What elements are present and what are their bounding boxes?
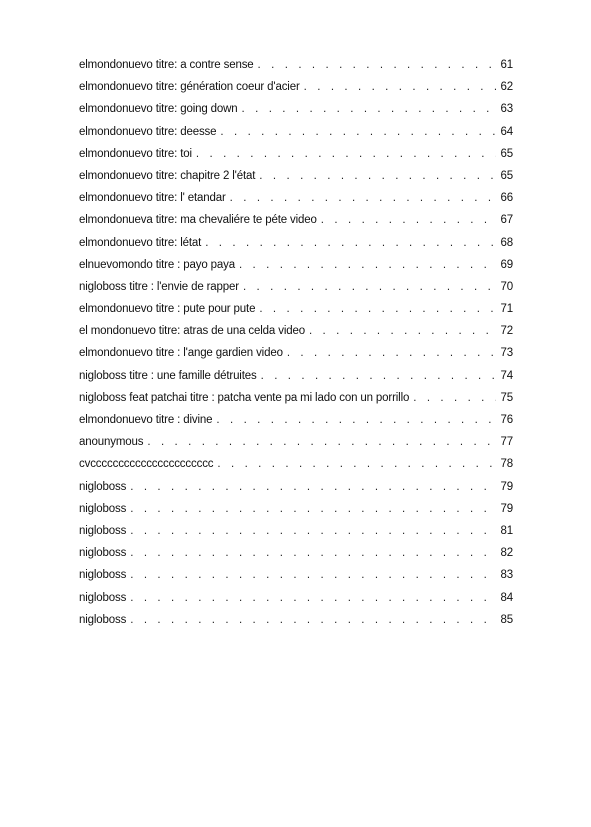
- toc-entry[interactable]: [79, 520, 513, 542]
- toc-entry-title: elmondonuevo titre: deesse: [79, 125, 217, 138]
- toc-entry-title: nigloboss feat patchai titre : patcha vente pa mi lado con un porrillo: [79, 391, 410, 404]
- toc-entry-title: elmondonuevo titre: létat: [79, 236, 202, 249]
- toc-entry-title: nigloboss: [79, 547, 127, 560]
- toc-entry[interactable]: [79, 76, 513, 98]
- toc-entry[interactable]: [79, 587, 513, 609]
- toc-entry-page: 66: [500, 192, 513, 205]
- toc-entry[interactable]: [79, 365, 513, 387]
- toc-entry-page: 73: [500, 347, 513, 360]
- toc-entry-page: 70: [500, 280, 513, 293]
- toc-entry[interactable]: [79, 476, 513, 498]
- toc-entry-page: 84: [500, 591, 513, 604]
- toc-entry[interactable]: [79, 98, 513, 120]
- dot-leader: [130, 564, 496, 586]
- toc-entry-title: el mondonuevo titre: atras de una celda video: [79, 325, 305, 338]
- toc-entry[interactable]: [79, 276, 513, 298]
- toc-entry-page: 68: [500, 236, 513, 249]
- toc-entry[interactable]: [79, 209, 513, 231]
- toc-entry-page: 71: [500, 303, 513, 316]
- dot-leader: [259, 298, 496, 320]
- toc-entry-page: 63: [500, 103, 513, 116]
- toc-entry[interactable]: [79, 143, 513, 165]
- toc-entry-page: 74: [500, 369, 513, 382]
- dot-leader: [261, 365, 496, 387]
- toc-entry-title: nigloboss: [79, 569, 127, 582]
- toc-entry-page: 65: [500, 147, 513, 160]
- toc-entry-page: 62: [500, 81, 513, 94]
- toc-entry-page: 82: [500, 547, 513, 560]
- toc-entry-title: nigloboss: [79, 591, 127, 604]
- toc-entry[interactable]: [79, 387, 513, 409]
- dot-leader: [216, 409, 496, 431]
- dot-leader: [130, 542, 496, 564]
- toc-entry-page: 79: [500, 502, 513, 515]
- toc-entry-page: 81: [500, 524, 513, 537]
- dot-leader: [304, 76, 496, 98]
- toc-entry[interactable]: [79, 342, 513, 364]
- toc-entry-title: anounymous: [79, 436, 144, 449]
- toc-entry-title: elmondonuevo titre : pute pour pute: [79, 303, 256, 316]
- toc-entry-page: 64: [500, 125, 513, 138]
- dot-leader: [321, 209, 496, 231]
- toc-entry-title: elmondonuevo titre : divine: [79, 414, 213, 426]
- toc-entry-title: nigloboss: [79, 613, 127, 626]
- toc-entry-page: 61: [500, 59, 513, 71]
- toc-entry[interactable]: [79, 298, 513, 320]
- toc-entry[interactable]: [79, 121, 513, 143]
- toc-entry-page: 67: [500, 214, 513, 227]
- toc-entry-title: nigloboss: [79, 480, 127, 493]
- toc-entry[interactable]: [79, 431, 513, 453]
- toc-entry[interactable]: [79, 498, 513, 520]
- toc-entry-title: elmondonuevo titre: a contre sense: [79, 59, 254, 71]
- toc-entry-page: 85: [500, 613, 513, 626]
- toc-entry-page: 83: [500, 569, 513, 582]
- toc-entry[interactable]: [79, 232, 513, 254]
- toc-entry-title: elmondonuevo titre: chapitre 2 l'état: [79, 169, 256, 182]
- toc-entry-title: nigloboss: [79, 524, 127, 537]
- dot-leader: [217, 453, 496, 475]
- toc-entry-title: elnuevomondo titre : payo paya: [79, 258, 235, 271]
- dot-leader: [220, 121, 496, 143]
- toc-entry[interactable]: [79, 542, 513, 564]
- dot-leader: [259, 165, 496, 187]
- toc-entry-title: elmondonuevo titre: génération coeur d'acier: [79, 81, 300, 94]
- dot-leader: [243, 276, 496, 298]
- toc-entry[interactable]: [79, 254, 513, 276]
- toc-entry-title: nigloboss: [79, 502, 127, 515]
- toc-entry[interactable]: [79, 320, 513, 342]
- toc-entry[interactable]: [79, 609, 513, 631]
- toc-entry-title: cvcccccccccccccccccccccc: [79, 458, 214, 471]
- dot-leader: [242, 98, 496, 120]
- toc-entry[interactable]: [79, 54, 513, 76]
- dot-leader: [130, 587, 496, 609]
- toc-entry-title: nigloboss titre : l'envie de rapper: [79, 280, 239, 293]
- dot-leader: [230, 187, 496, 209]
- dot-leader: [205, 232, 496, 254]
- toc-entry[interactable]: [79, 453, 513, 475]
- toc-entry-page: 79: [500, 480, 513, 493]
- toc-entry-title: elmondonuevo titre: toi: [79, 147, 192, 160]
- toc-entry-title: elmondonuevo titre: going down: [79, 103, 238, 116]
- toc-entry[interactable]: [79, 165, 513, 187]
- toc-entry-title: nigloboss titre : une famille détruites: [79, 369, 257, 382]
- toc-entry-page: 75: [500, 391, 513, 404]
- dot-leader: [130, 476, 496, 498]
- table-of-contents: [79, 54, 513, 631]
- toc-entry-page: 76: [500, 414, 513, 426]
- dot-leader: [130, 520, 496, 542]
- toc-entry-title: elmondonuevo titre : l'ange gardien video: [79, 347, 283, 360]
- toc-entry-page: 65: [500, 169, 513, 182]
- dot-leader: [413, 387, 496, 409]
- toc-entry-page: 72: [500, 325, 513, 338]
- dot-leader: [196, 143, 496, 165]
- toc-entry-title: elmondonueva titre: ma chevaliére te péte video: [79, 214, 317, 227]
- dot-leader: [309, 320, 496, 342]
- dot-leader: [239, 254, 496, 276]
- dot-leader: [130, 498, 496, 520]
- dot-leader: [287, 342, 496, 364]
- toc-entry-page: 78: [500, 458, 513, 471]
- dot-leader: [147, 431, 496, 453]
- toc-entry[interactable]: [79, 564, 513, 586]
- dot-leader: [258, 54, 496, 76]
- toc-entry-title: elmondonuevo titre: l' etandar: [79, 192, 226, 205]
- dot-leader: [130, 609, 496, 631]
- toc-entry-page: 77: [500, 436, 513, 449]
- toc-entry-page: 69: [500, 258, 513, 271]
- toc-entry[interactable]: [79, 409, 513, 431]
- toc-entry[interactable]: [79, 187, 513, 209]
